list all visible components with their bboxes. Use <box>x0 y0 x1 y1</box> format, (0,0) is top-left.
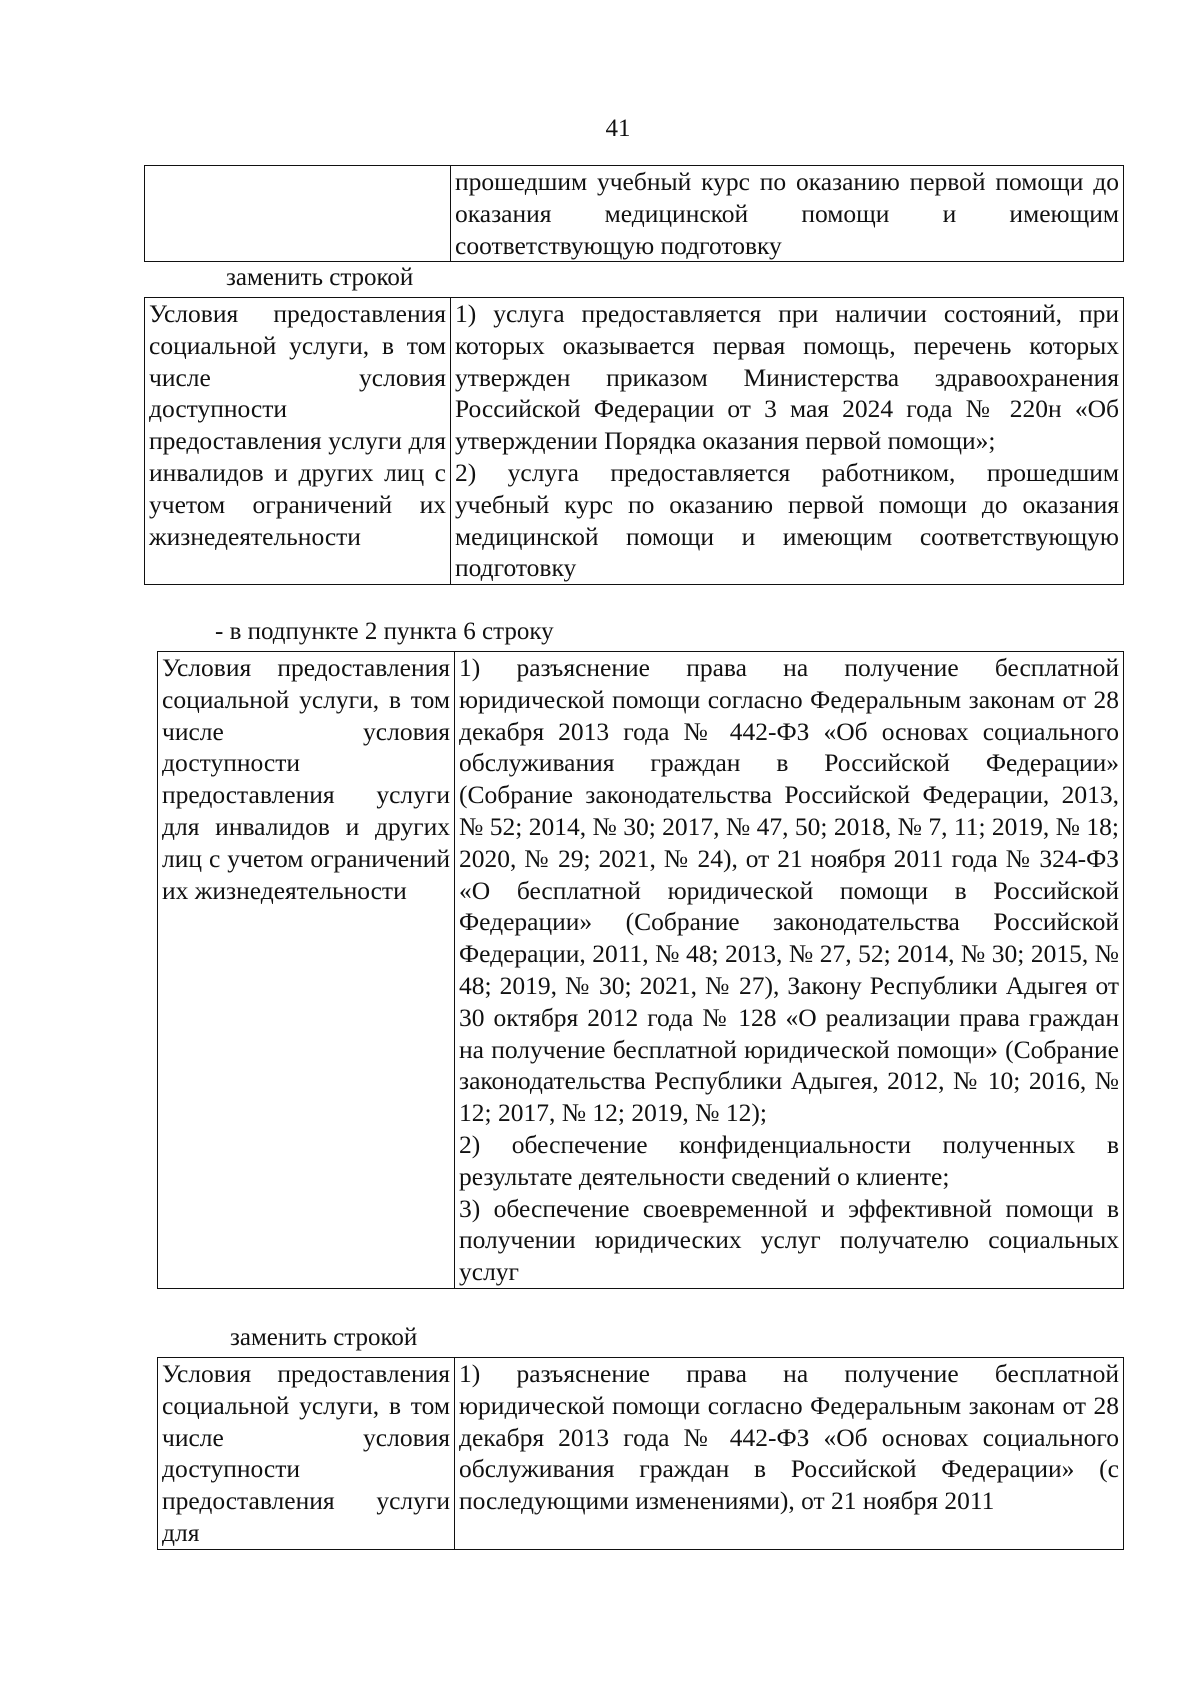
table-replacement-row <box>144 297 1124 585</box>
table-replacement-legal-aid-row <box>157 1357 1124 1550</box>
page-number: 41 <box>605 115 631 142</box>
table-row <box>158 652 1124 1289</box>
table-cell-service-conditions: Условия предоставления социальной услуги, в том числе условия доступности предоставления услуги для инвалидов и других лиц с учетом ограничений их жизнедеятельности <box>158 652 455 1289</box>
table-continuation-row <box>144 165 1124 262</box>
list-item: 1) разъяснение права на получение бесплатной юридической помощи согласно Федеральным законам от 28 декабря 2013 года № 442-ФЗ «Об основах социального обслуживания граждан в Российской Федерации» (Собрание законодательства Российской Федерации, 2013, № 52; 2014, № 30; 2017, № 47, 50; 2018, № 7, 11; 2019, № 18; 2020, № 29; 2021, № 24), от 21 ноября 2011 года № 324-ФЗ «О бесплатной юридической помощи в Российской Федерации» (Собрание законодательства Российской Федерации, 2011, № 48; 2013, № 27, 52; 2014, № 30; 2015, № 48; 2019, № 30; 2021, № 27), Закону Республики Адыгея от 30 октября 2012 года № 128 «О реализации права граждан на получение бесплатной юридической помощи» (Собрание законодательства Республики Адыгея, 2012, № 10; 2016, № 12; 2017, № 12; 2019, № 12); <box>459 653 1119 1128</box>
instruction-subitem-row: - в подпункте 2 пункта 6 строку <box>215 618 554 645</box>
instruction-replace-with-row: заменить строкой <box>230 1324 418 1351</box>
table-cell-conditions-list <box>451 298 1124 585</box>
table-cell-right: прошедшим учебный курс по оказанию первой помощи до оказания медицинской помощи и имеющим соответствующую подготовку <box>451 166 1124 262</box>
table-row <box>145 166 1124 262</box>
list-item: 1) услуга предоставляется при наличии состояний, при которых оказывается первая помощь, перечень которых утвержден приказом Министерства здравоохранения Российской Федерации от 3 мая 2024 года № 220н «Об утверждении Порядка оказания первой помощи»; <box>455 299 1119 456</box>
table-row <box>145 298 1124 585</box>
table-cell-conditions-list <box>455 652 1124 1289</box>
instruction-replace-with-row: заменить строкой <box>226 264 414 291</box>
table-cell-service-conditions: Условия предоставления социальной услуги, в том числе условия доступности предоставления услуги для инвалидов и других лиц с учетом ограничений их жизнедеятельности <box>145 298 451 585</box>
table-cell-conditions-list: 1) разъяснение права на получение бесплатной юридической помощи согласно Федеральным законам от 28 декабря 2013 года № 442-ФЗ «Об основах социального обслуживания граждан в Российской Федерации» (с последующими изменениями), от 21 ноября 2011 <box>455 1358 1124 1550</box>
table-cell-service-conditions: Условия предоставления социальной услуги, в том числе условия доступности предоставления услуги для <box>158 1358 455 1550</box>
table-row <box>158 1358 1124 1550</box>
list-item: 2) услуга предоставляется работником, прошедшим учебный курс по оказанию первой помощи до оказания медицинской помощи и имеющим соответствующую подготовку <box>455 457 1119 583</box>
list-item: 3) обеспечение своевременной и эффективной помощи в получении юридических услуг получателю социальных услуг <box>459 1193 1119 1287</box>
list-item: 2) обеспечение конфиденциальности полученных в результате деятельности сведений о клиенте; <box>459 1129 1119 1191</box>
table-cell-left <box>145 166 451 262</box>
table-legal-aid-row <box>157 651 1124 1289</box>
